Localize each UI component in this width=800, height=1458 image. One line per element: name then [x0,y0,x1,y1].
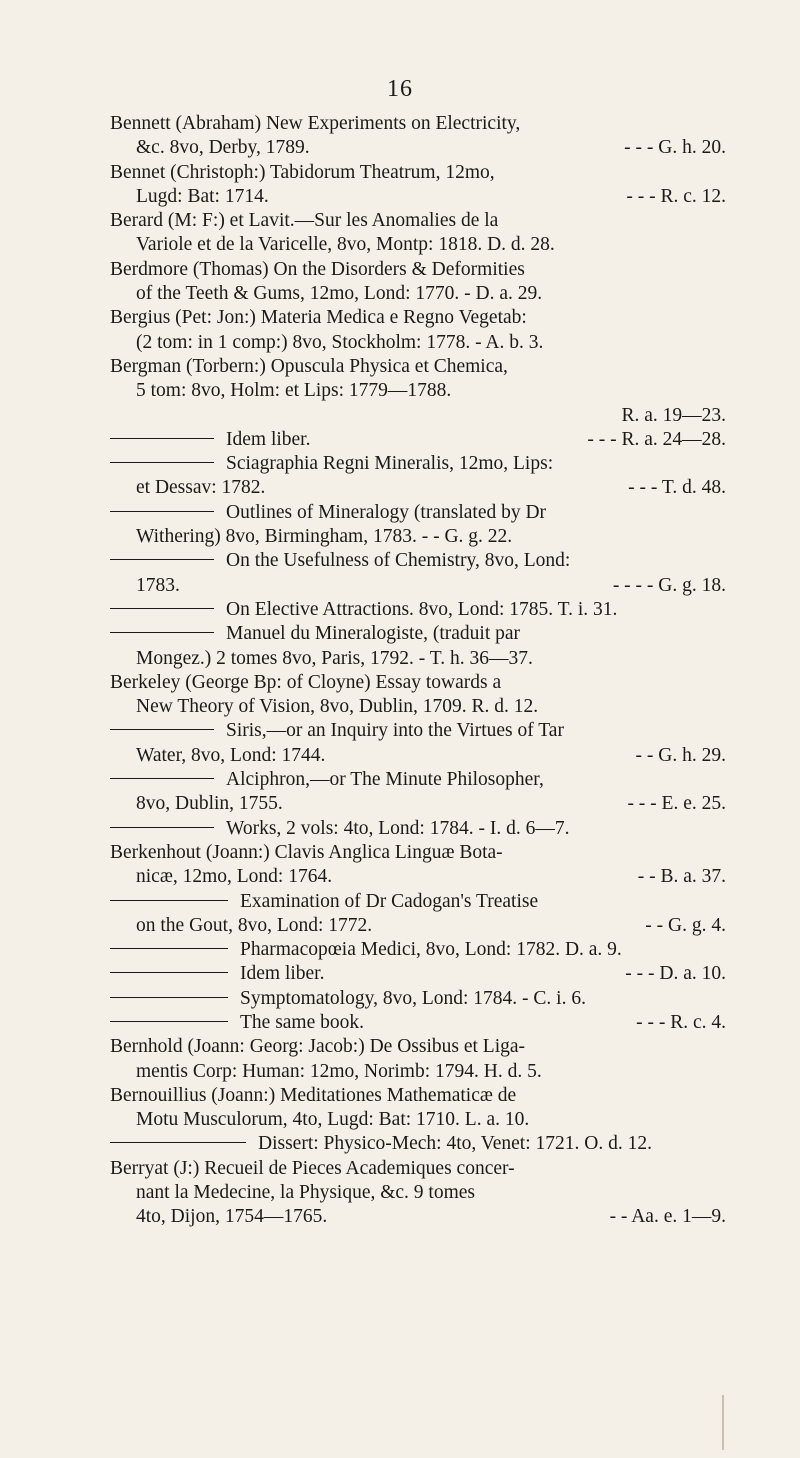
shelf-mark: - - B. a. 37. [637,866,726,888]
entry-text: The same book. [240,1011,365,1033]
shelf-mark: - - - E. e. 25. [627,793,726,815]
entry-text: Idem liber. [240,963,325,985]
catalogue-line [110,963,730,987]
shelf-mark: - - - R. c. 12. [626,185,726,207]
catalogue-line [110,696,730,720]
catalogue-line [110,453,730,477]
entry-text: Motu Musculorum, 4to, Lugd: Bat: 1710. L. a. 10. [136,1109,530,1131]
catalogue-line [110,380,730,404]
entry-text: &c. 8vo, Derby, 1789. [136,137,310,159]
catalogue-line [110,988,730,1012]
entry-text: 5 tom: 8vo, Holm: et Lips: 1779—1788. [136,380,452,402]
catalogue-line [110,939,730,963]
catalogue-line [110,502,730,526]
entry-text: Bernhold (Joann: Georg: Jacob:) De Ossibus et Liga- [110,1036,526,1058]
entry-text: Works, 2 vols: 4to, Lond: 1784. - I. d. 6—7. [226,817,570,839]
catalogue-line [110,745,730,769]
paper-edge-mark [722,1395,730,1450]
ditto-rule [110,997,228,998]
entry-text: Bennett (Abraham) New Experiments on Electricity, [110,113,521,134]
catalogue-line [110,1133,730,1157]
ditto-rule [110,1021,228,1022]
catalogue-line [110,259,730,283]
entry-text: Siris,—or an Inquiry into the Virtues of Tar [226,720,564,742]
ditto-rule [110,900,228,901]
catalogue-line [110,356,730,380]
entry-text: Bergman (Torbern:) Opuscula Physica et Chemica, [110,355,508,377]
ditto-rule [110,778,214,779]
catalogue-line [110,720,730,744]
catalogue-line [110,162,730,186]
entry-text: On Elective Attractions. 8vo, Lond: 1785. T. i. 31. [226,598,618,620]
shelf-mark: - - Aa. e. 1—9. [609,1206,726,1228]
catalogue-line [110,891,730,915]
ditto-rule [110,462,214,463]
catalogue-line [110,842,730,866]
entry-text: New Theory of Vision, 8vo, Dublin, 1709. R. d. 12. [136,696,539,718]
shelf-mark: R. a. 19—23. [621,404,726,426]
catalogue-line [110,623,730,647]
catalogue-line [110,113,730,137]
entry-text: nant la Medecine, la Physique, &c. 9 tomes [136,1182,476,1204]
catalogue-line [110,1085,730,1109]
catalogue-line [110,332,730,356]
entry-text: Idem liber. [226,428,311,450]
shelf-mark: - - - R. a. 24—28. [587,428,726,450]
shelf-mark: - - - D. a. 10. [625,963,726,985]
shelf-mark: - - - - G. g. 18. [612,574,726,596]
catalogue-line [110,866,730,890]
entry-text: (2 tom: in 1 comp:) 8vo, Stockholm: 1778. - A. b. 3. [136,331,544,353]
catalogue-line [110,769,730,793]
entry-text: Variole et de la Varicelle, 8vo, Montp: 1818. D. d. 28. [136,234,555,256]
entry-text: 1783. [136,574,180,596]
catalogue-line [110,648,730,672]
catalogue-line [110,429,730,453]
entry-text: Dissert: Physico-Mech: 4to, Venet: 1721. O. d. 12. [258,1133,652,1155]
catalogue-line [110,1158,730,1182]
entry-text: 4to, Dijon, 1754—1765. [136,1206,328,1228]
catalogue-line [110,1182,730,1206]
entry-text: et Dessav: 1782. [136,477,266,499]
entry-text: Pharmacopœia Medici, 8vo, Lond: 1782. D. a. 9. [240,939,622,961]
catalogue-line [110,210,730,234]
entry-text: Berdmore (Thomas) On the Disorders & Deformities [110,258,525,280]
catalogue-line [110,599,730,623]
entry-text: Sciagraphia Regni Mineralis, 12mo, Lips: [226,453,554,475]
ditto-rule [110,729,214,730]
ditto-rule [110,632,214,633]
entry-text: Mongez.) 2 tomes 8vo, Paris, 1792. - T. h. 36—37. [136,647,533,669]
catalogue-line [110,405,730,429]
catalogue-line [110,137,730,161]
ditto-rule [110,608,214,609]
catalogue-line [110,526,730,550]
ditto-rule [110,1142,246,1143]
entry-text: Bennet (Christoph:) Tabidorum Theatrum, 12mo, [110,161,495,183]
ditto-rule [110,827,214,828]
ditto-rule [110,948,228,949]
page-number: 16 [387,76,413,102]
entry-text: Bergius (Pet: Jon:) Materia Medica e Regno Vegetab: [110,307,527,329]
entry-text: Outlines of Mineralogy (translated by Dr [226,501,547,523]
catalogue-line [110,186,730,210]
entry-text: Berkenhout (Joann:) Clavis Anglica Linguæ Bota- [110,841,503,863]
entry-text: 8vo, Dublin, 1755. [136,793,283,815]
entry-text: Berkeley (George Bp: of Cloyne) Essay towards a [110,671,502,693]
entry-text: Alciphron,—or The Minute Philosopher, [226,769,544,791]
entry-text: Berryat (J:) Recueil de Pieces Academiques concer- [110,1157,515,1179]
entry-text: Examination of Dr Cadogan's Treatise [240,890,539,912]
catalogue-line [110,575,730,599]
entry-text: mentis Corp: Human: 12mo, Norimb: 1794. H. d. 5. [136,1060,542,1082]
catalogue-line [110,793,730,817]
catalogue-entries [110,113,730,1231]
entry-text: On the Usefulness of Chemistry, 8vo, Lond: [226,550,571,572]
catalogue-line [110,915,730,939]
entry-text: nicæ, 12mo, Lond: 1764. [136,866,333,888]
entry-text: Lugd: Bat: 1714. [136,185,269,207]
shelf-mark: - - G. h. 29. [635,744,726,766]
shelf-mark: - - - R. c. 4. [636,1011,726,1033]
catalogue-line [110,477,730,501]
catalogue-line [110,1061,730,1085]
catalogue-line [110,307,730,331]
ditto-rule [110,559,214,560]
catalogue-line [110,234,730,258]
catalogue-line [110,283,730,307]
shelf-mark: - - - T. d. 48. [628,477,726,499]
shelf-mark: - - G. g. 4. [645,914,726,936]
entry-text: on the Gout, 8vo, Lond: 1772. [136,914,373,936]
ditto-rule [110,511,214,512]
catalogue-line [110,1206,730,1230]
catalogue-line [110,1012,730,1036]
ditto-rule [110,972,228,973]
catalogue-line [110,1036,730,1060]
catalogue-line [110,672,730,696]
entry-text: Symptomatology, 8vo, Lond: 1784. - C. i. 6. [240,987,586,1009]
entry-text: of the Teeth & Gums, 12mo, Lond: 1770. - D. a. 29. [136,283,543,305]
catalogue-line [110,818,730,842]
shelf-mark: - - - G. h. 20. [624,137,726,159]
catalogue-line [110,1109,730,1133]
entry-text: Withering) 8vo, Birmingham, 1783. - - G. g. 22. [136,526,513,548]
entry-text: Manuel du Mineralogiste, (traduit par [226,623,521,645]
entry-text: Water, 8vo, Lond: 1744. [136,744,326,766]
ditto-rule [110,438,214,439]
entry-text: Bernouillius (Joann:) Meditationes Mathematicæ de [110,1084,517,1106]
entry-text: Berard (M: F:) et Lavit.—Sur les Anomalies de la [110,210,499,232]
catalogue-line [110,550,730,574]
